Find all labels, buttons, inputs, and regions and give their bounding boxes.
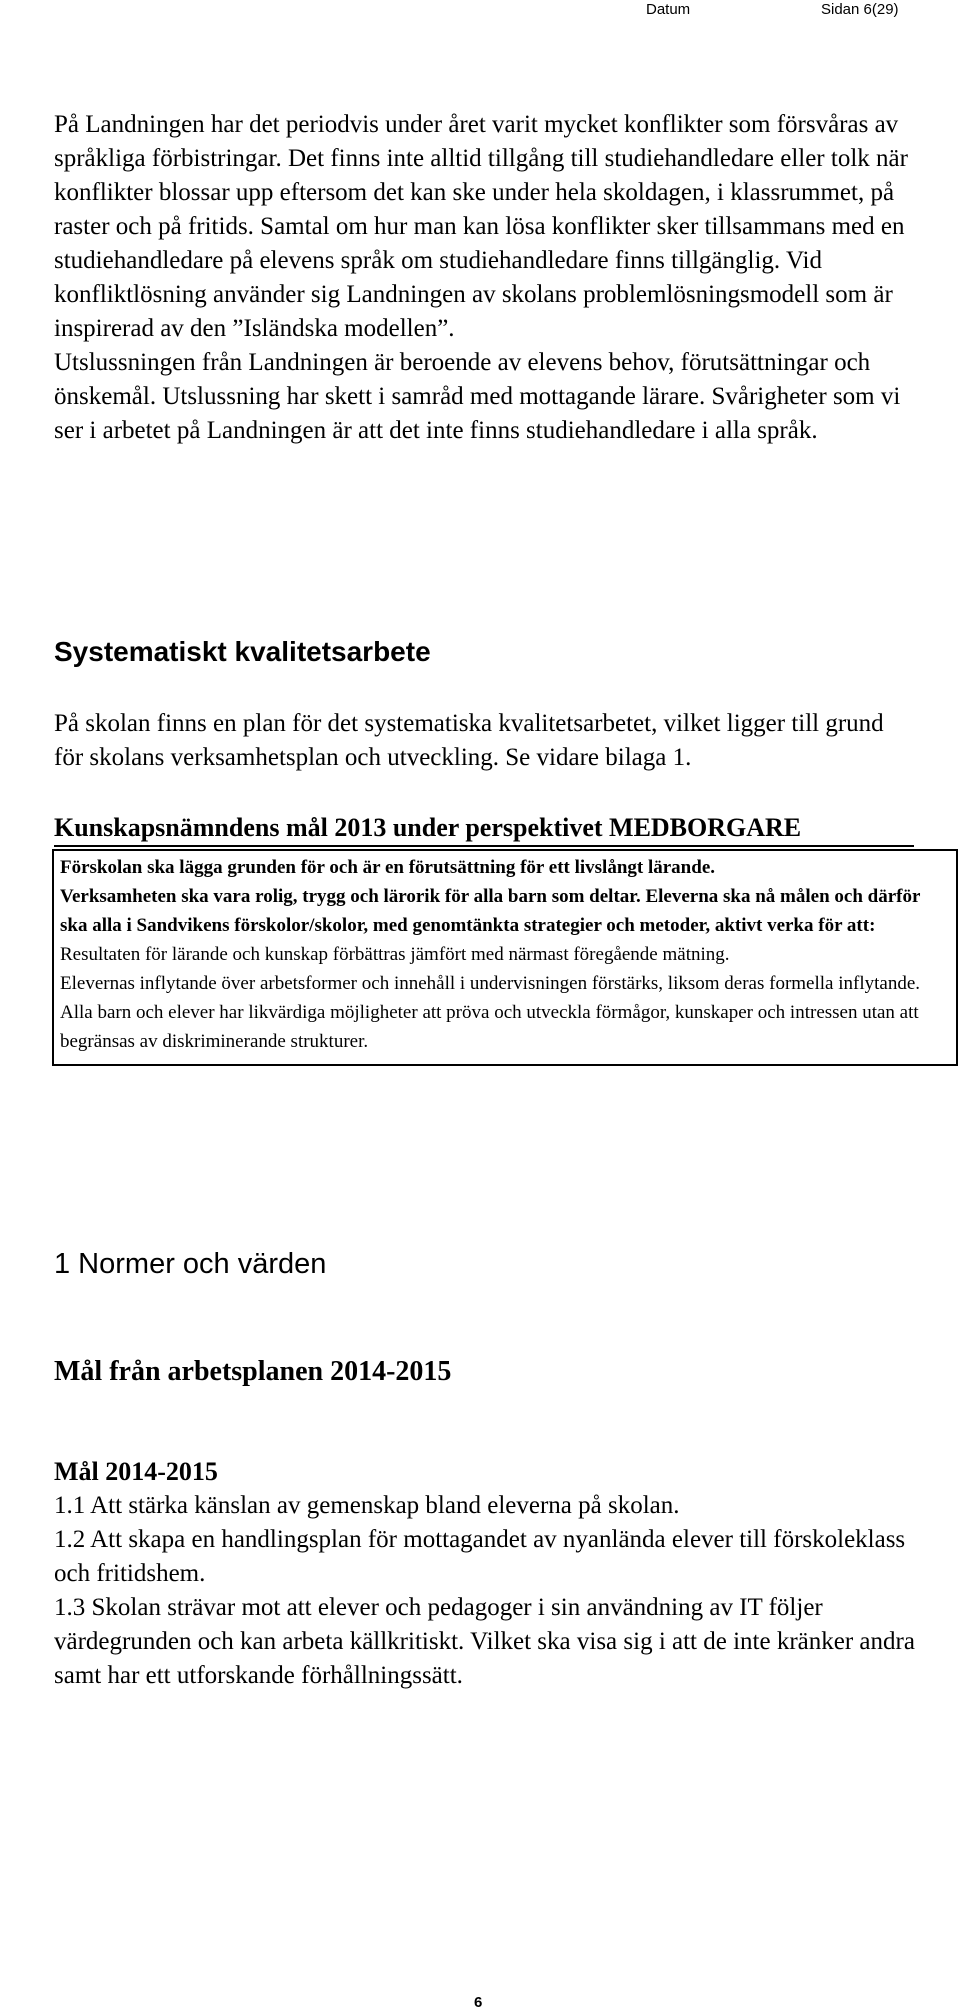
- intro-section: [54, 108, 914, 448]
- norms-subheading: Mål från arbetsplanen 2014-2015: [54, 1356, 452, 1387]
- goal-box: [52, 849, 958, 1066]
- page-header: [0, 0, 960, 20]
- header-page-label: Sidan 6(29): [821, 1, 899, 18]
- header-date-label: Datum: [646, 1, 691, 18]
- norms-goal-list: [54, 1455, 924, 1693]
- goal-bold-1: Förskolan ska lägga grunden för och är en förutsättning för ett livslångt lärande.: [60, 857, 715, 878]
- goals-title: Mål 2014-2015: [54, 1457, 218, 1486]
- goal-item-3: Alla barn och elever har likvärdiga möjligheter att pröva och utveckla förmågor, kunskaper och intressen utan att begränsas av diskriminerande strukturer.: [60, 1002, 919, 1052]
- goal-item-2: Elevernas inflytande över arbetsformer och innehåll i undervisningen förstärks, liksom deras formella inflytande.: [60, 973, 921, 994]
- quality-paragraph: På skolan finns en plan för det systematiska kvalitetsarbetet, vilket ligger till grund för skolans verksamhetsplan och utveckling. Se vidare bilaga 1.: [54, 710, 884, 771]
- footer-page-number: 6: [474, 1994, 483, 2011]
- goal-3: 1.3 Skolan strävar mot att elever och pedagoger i sin användning av IT följer värdegrunden och kan arbeta källkritiskt. Vilket ska visa sig i att de inte kränker andra samt har ett utforskande förhållningssätt.: [54, 1594, 915, 1689]
- goal-1: 1.1 Att stärka känslan av gemenskap bland eleverna på skolan.: [54, 1492, 680, 1519]
- quality-heading: Systematiskt kvalitetsarbete: [54, 636, 431, 667]
- goal-item-1: Resultaten för lärande och kunskap förbättras jämfört med närmast föregående mätning.: [60, 944, 730, 965]
- intro-paragraph-2: Utslussningen från Landningen är beroende av elevens behov, förutsättningar och önskemål. Utslussning har skett i samråd med mottagande lärare. Svårigheter som vi ser i arbetet på Landningen är att det inte finns studiehandledare i alla språk.: [54, 349, 901, 444]
- intro-paragraph: På Landningen har det periodvis under året varit mycket konflikter som försvåras av språkliga förbistringar. Det finns inte alltid tillgång till studiehandledare eller tolk när konflikter blossar upp eftersom det kan ske under hela skoldagen, i klassrummet, på raster och på fritids. Samtal om hur man kan lösa konflikter sker tillsammans med en studiehandledare på elevens språk om studiehandledare finns tillgänglig. Vid konfliktlösning använder sig Landningen av skolans problemlösningsmodell som är inspirerad av den ”Isländska modellen”.: [54, 111, 908, 342]
- norms-heading: 1 Normer och värden: [54, 1248, 327, 1280]
- quality-section: [54, 707, 914, 775]
- goal-heading: Kunskapsnämndens mål 2013 under perspektivet MEDBORGARE: [54, 813, 914, 847]
- goal-2: 1.2 Att skapa en handlingsplan för mottagandet av nyanlända elever till förskoleklass och fritidshem.: [54, 1526, 906, 1587]
- goal-bold-2: Verksamheten ska vara rolig, trygg och lärorik för alla barn som deltar. Eleverna ska nå målen och därför ska alla i Sandvikens förskolor/skolor, med genomtänkta strategier och metoder, aktivt verka för att:: [60, 886, 921, 936]
